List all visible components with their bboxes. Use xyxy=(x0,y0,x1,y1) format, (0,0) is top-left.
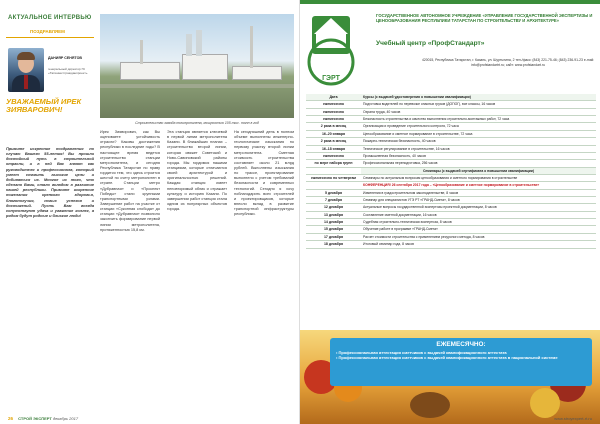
seminar-date: ежемесячно по четвергам xyxy=(310,175,357,180)
course-row xyxy=(306,123,596,130)
article-columns xyxy=(100,130,294,410)
course-date: по мере набора групп xyxy=(314,161,353,166)
course-label: Подготовка водителей по перевозке опасных грузов (ДОПОГ), все классы, 16 часов xyxy=(363,102,496,107)
article-column-3: На сегодняшний день в полном объеме выполнены инженерно-геологические изыскания по первому участку второй линии метрополитена. Сметная стоимость строительства составляет около 21 млрд рублей. Выполнены изыскания по трассе, проектирование выполнено с учетом требований безопасности и современных технологий. Сегодня я хочу поблагодарить всех строителей и проектировщиков, которые внесли вклад в развитие транспортной инфраструктуры республики. xyxy=(234,130,294,217)
seminar-label: Актуальные вопросы государственной экспертизы проектной документации, 8 часов xyxy=(363,205,497,210)
center-name: Учебный центр «ПрофСтандарт» xyxy=(376,40,485,47)
course-row xyxy=(306,138,596,145)
person-photo xyxy=(8,48,44,92)
course-row xyxy=(306,109,596,116)
course-label: Профессиональная переподготовка, 256 часов xyxy=(363,161,438,166)
seminar-text xyxy=(361,197,596,203)
course-date: ежемесячно xyxy=(323,153,344,158)
org-address: 420015, Республика Татарстан, г. Казань, ул. Шуртыгина, 2 тел./факс: (843) 221-75-46; (843) 236-91-23 e-mail: info@profstandartrt.ru; сайт: www.profstandart.ru xyxy=(421,58,595,67)
seminar-label: Расчет стоимости строительства с применением ресурсного метода, 8 часов xyxy=(363,234,485,239)
head-date: Дата xyxy=(306,94,361,100)
article-column-2: Эта станция является ключевой в первой линии метрополитена Казани. В ближайших планах – строительство второй линии, которая свяжет Советский и Ново-Савиновский районы города. Мы гордимся нашими станциями, которые отличаются своей архитектурой и оригинальностью решений. Каждая станция имеет неповторимый облик и отражает культуру и историю Казани. По завершении работ станция стала одним из популярных объектов города. xyxy=(167,130,227,212)
seminar-row xyxy=(306,212,596,219)
course-date: 2 раза в месяц xyxy=(320,139,347,144)
banner-item-1: • Профессиональная аттестация сметчиков с выдачей квалификационного аттестата xyxy=(336,350,507,355)
seminar-text xyxy=(361,226,596,232)
course-row xyxy=(306,101,596,108)
seminar-row xyxy=(306,219,596,226)
course-text xyxy=(361,153,596,159)
rubric-title: АКТУАЛЬНОЕ ИНТЕРВЬЮ xyxy=(8,15,92,21)
article-main xyxy=(100,14,294,410)
seminar-label: Семинары по актуальным вопросам ценообразования и сметного нормирования в строительстве xyxy=(363,175,518,180)
seminar-row xyxy=(306,175,596,182)
seminar-date: 12 декабря xyxy=(323,205,344,210)
course-label: Техническое регулирование в строительстве, 16 часов xyxy=(363,146,450,151)
seminar-date: 13 декабря xyxy=(323,212,344,217)
banner-item-2: • Профессиональная аттестация сметчиков с выдачей квалификационного аттестата в национальной системе xyxy=(336,355,558,361)
seminar-text xyxy=(361,182,596,188)
seminar-label: Обучение работе в программе «ГРАНД-Смета» xyxy=(363,227,438,232)
course-row xyxy=(306,160,596,167)
seminar-row xyxy=(306,197,596,204)
seminar-row xyxy=(306,226,596,233)
courses-table xyxy=(306,94,596,249)
seminar-text xyxy=(361,190,596,196)
course-label: Пожарно-техническая безопасность, 40 часов xyxy=(363,139,436,144)
construction-photo xyxy=(100,14,294,118)
seminar-text xyxy=(361,212,596,218)
seminar-date: 17 декабря xyxy=(323,234,344,239)
seminar-text xyxy=(361,234,596,240)
seminar-row xyxy=(306,241,596,248)
course-label: Промышленная безопасность, 40 часов xyxy=(363,153,426,158)
org-title: ГОСУДАРСТВЕННОЕ АВТОНОМНОЕ УЧРЕЖДЕНИЕ «УПРАВЛЕНИЕ ГОСУДАРСТВЕННОЙ ЭКСПЕРТИЗЫ И ЦЕНООБРАЗОВАНИЯ РЕСПУБЛИКИ ТАТАРСТАН ПО СТРОИТЕЛЬСТВУ И АРХИТЕКТУРЕ» xyxy=(376,13,593,24)
course-date: 16–20 января xyxy=(321,131,346,136)
seminar-text xyxy=(361,219,596,225)
person-name: ДАНИЯР СЕНЯТОВ xyxy=(48,56,82,60)
course-date: 16–18 января xyxy=(321,146,346,151)
seminar-row xyxy=(306,182,596,189)
course-label: Безопасность строительства и качество выполнения строительно-монтажных работ, 72 часа xyxy=(363,117,510,122)
seminar-label: Составление сметной документации, 16 часов xyxy=(363,212,437,217)
page-number: 26 xyxy=(8,416,14,421)
seminar-row xyxy=(306,190,596,197)
course-row xyxy=(306,153,596,160)
seminar-label: КОНФЕРЕНЦИЯ! 26 сентября 2017 года – «Ценообразование и сметное нормирование в строительстве» xyxy=(363,183,540,188)
page-footer xyxy=(8,416,78,421)
seminar-date xyxy=(306,182,361,188)
seminar-date: 14 декабря xyxy=(323,220,344,225)
ad-header xyxy=(300,0,600,95)
seminar-title: Семинары (с выдачей сертификата о повышении квалификации) xyxy=(361,168,596,174)
gert-logo-icon xyxy=(306,10,356,88)
seminar-label: Итоговый семинар года, 8 часов xyxy=(363,242,414,247)
greeting-heading: УВАЖАЕМЫЙ ИРЕК ЗИЯВАРОВИЧ! xyxy=(6,97,82,114)
course-row xyxy=(306,146,596,153)
seminar-date: 5 декабря xyxy=(324,190,343,195)
congrats-text: Примите искренние поздравления по случаю Вашего 55-летия! Вы прошли достойный путь в строительной отрасли, и в ней Вас знают как руководителя и профессионала, который умеет ставить высокие цели и добиваться их. Многое из того, что сделано Вами, стало вкладом в развитие нашей республики. Примите искренние пожелания крепкого здоровья, благополучия, новых успехов и достижений. Пусть Вам всегда сопутствуют удача и уважение коллег, а рядом будут родные и близкие люди! xyxy=(6,146,94,219)
seminar-date: 18 декабря xyxy=(323,242,344,247)
course-date: ежемесячно xyxy=(323,109,344,114)
congrats-sidebar xyxy=(6,26,94,410)
seminar-date: 15 декабря xyxy=(323,227,344,232)
course-row xyxy=(306,116,596,123)
banner-title: ЕЖЕМЕСЯЧНО: xyxy=(436,341,486,348)
person-job: генеральный директор ГК «Татинвестгражданпроект» xyxy=(48,67,88,75)
course-label: Ценообразование и сметное нормирование в строительстве, 72 часа xyxy=(363,131,473,136)
photo-caption: Строительство завода полипропилена, мощностью 105 тыс. тонн в год xyxy=(135,121,259,125)
seminar-label: Изменения в градостроительном законодательстве, 8 часов xyxy=(363,190,459,195)
course-text xyxy=(361,160,596,166)
course-text xyxy=(361,101,596,107)
site-footer: www.stroyexpert-rt.ru xyxy=(554,416,592,421)
logo-text: ГЭРТ xyxy=(322,75,340,82)
course-text xyxy=(361,131,596,137)
seminar-date: 7 декабря xyxy=(324,198,343,203)
seminar-row xyxy=(306,234,596,241)
course-date: ежемесячно xyxy=(323,102,344,107)
monthly-banner xyxy=(330,338,592,386)
head-title: Курсы (с выдачей удостоверения о повышении квалификации) xyxy=(361,94,596,100)
seminar-label: Семинар для специалистов УГЭ РТ «ГРАНД-Смета», 8 часов xyxy=(363,198,460,203)
course-text xyxy=(361,109,596,115)
congrats-label: ПОЗДРАВЛЯЕМ xyxy=(6,26,94,38)
course-text xyxy=(361,138,596,144)
course-label: Организация и проведение строительного контроля, 72 часа xyxy=(363,124,459,129)
course-label: Охрана труда, 40 часов xyxy=(363,109,401,114)
course-text xyxy=(361,123,596,129)
course-text xyxy=(361,116,596,122)
course-date: ежемесячно xyxy=(323,117,344,122)
magazine-name: СТРОЙ ЭКСПЕРТ xyxy=(18,416,52,421)
seminar-text xyxy=(361,204,596,210)
table-head xyxy=(306,94,596,101)
seminar-row xyxy=(306,204,596,211)
course-row xyxy=(306,131,596,138)
course-date: 2 раза в месяц xyxy=(320,124,347,129)
seminar-text xyxy=(361,175,596,181)
seminar-text xyxy=(361,241,596,247)
article-column-1: Ирек Зиявирович, как Вы оцениваете устойчивость отрасли? Каковы достижения республики в последние годы? В настоящее время ведется строительство станции метрополитена, и сегодня Республика Татарстан по праву гордится тем, что здесь строится шестой по счету метрополитен в стране. Станции метро «Дубравная» и «Проспект Победы» стали крупными транспортными узлами. Завершение работ на участке от станции «Суконная слобода» до станции «Дубравная» позволило закончить формирование первой линии метрополитена, протяженностью 15,8 км. xyxy=(100,130,160,232)
right-page xyxy=(300,0,600,424)
issue-date: декабрь 2017 xyxy=(52,416,79,421)
seminar-label: Судебная строительно-техническая экспертиза, 8 часов xyxy=(363,220,452,225)
seminar-head xyxy=(306,168,596,175)
course-text xyxy=(361,146,596,152)
